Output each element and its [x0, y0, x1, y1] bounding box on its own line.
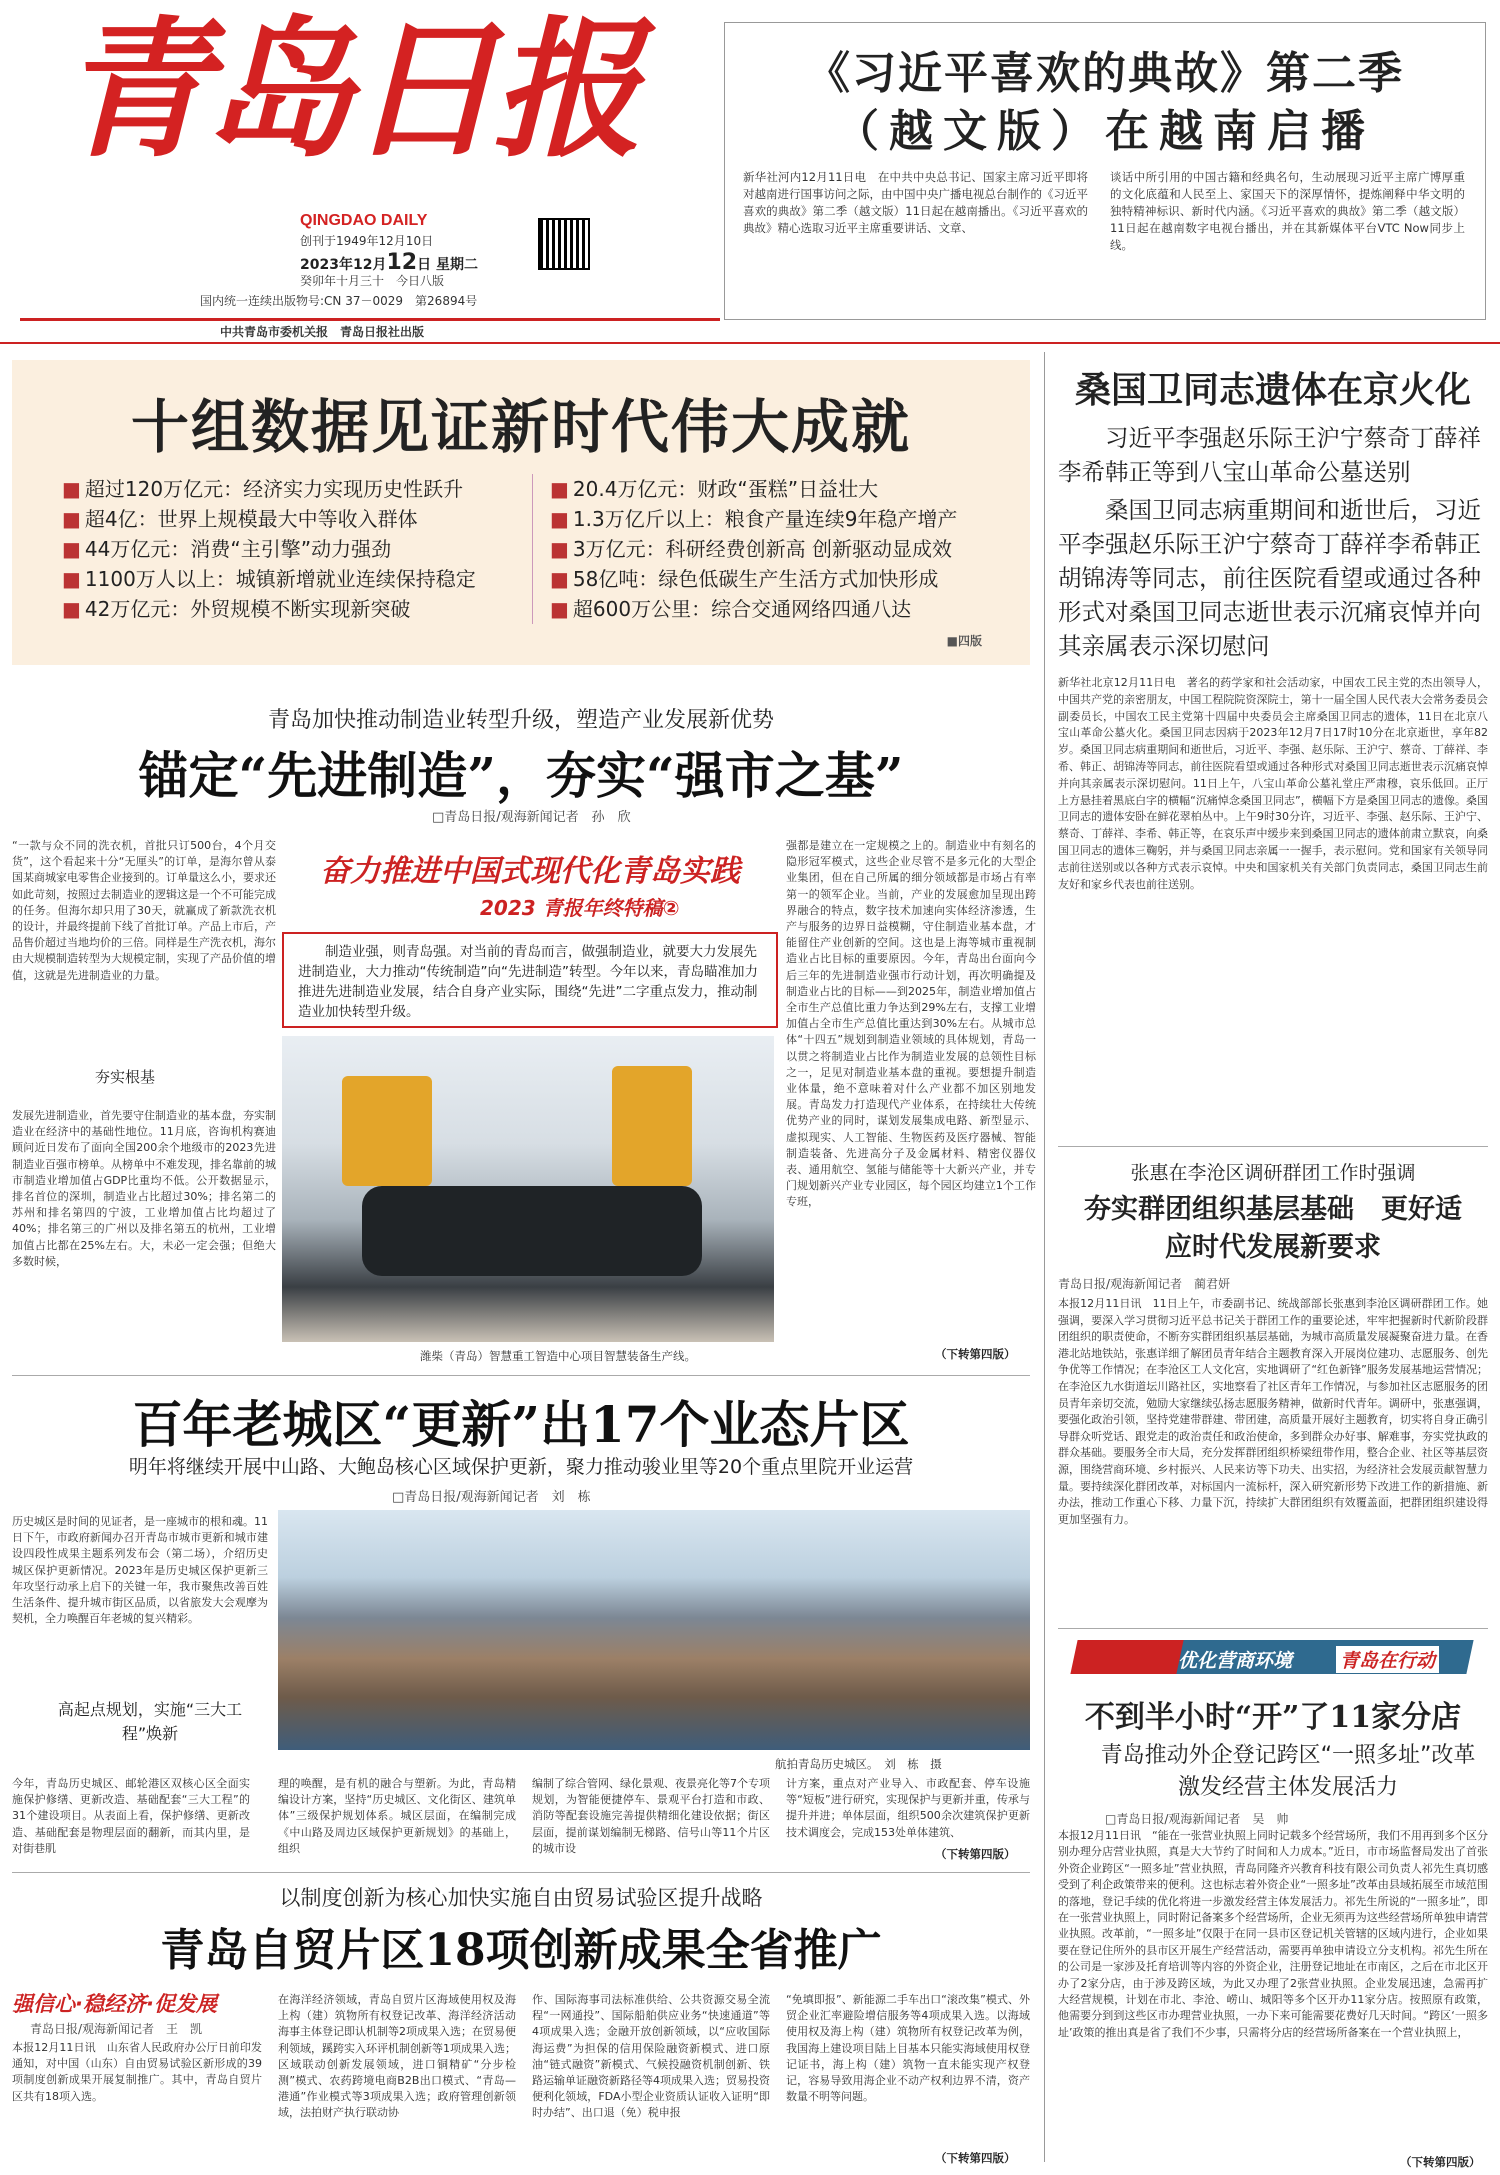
ftz-kicker: 以制度创新为核心加快实施自由贸易试验区提升战略: [279, 1886, 763, 1910]
manufacturing-col-3: 强都是建立在一定规模之上的。制造业中有刻名的隐形冠军模式，这些企业尽管不是多元化的大型企业集团，但在自己所属的细分领域都是市场占有率第一的领军企业。当前，产业的发展愈加呈现出跨界融合的特点，数字技术加速向实体经济渗透，生产与服务的边界日益模糊，守住制造业基本盘，才能留住产业创新的空间。这也是上海等城市重视制造业占比目标的重要原因。今年，青岛出台面向今后三年的先进制造业强市行动计划，再次明确提及制造业占比的目标——到2025年，制造业增加值占全市生产总值比重力争达到29%左右，支撑工业增加值占全市生产总值比重达到30%左右。从城市总体“十四五”规划到制造业领域的具体规划，青岛一以贯之将制造业占比作为制造业发展的总领性目标之一，足见对制造业基本盘的重视。要想提升制造业体量，绝不意味着对什么产业都不加区别地发展。青岛发力打造现代产业体系，在持续壮大传统优势产业的同时，谋划发展集成电路、新型显示、虚拟现实、人工智能、生物医药及医疗器械、智能制造装备、先进高分子及金属材料、精密仪器仪表、通用航空、氢能与储能等十大新兴产业，并专门规划新兴产业专业园区，每个园区均建立1个工作专班，: [786, 839, 1036, 1209]
feature-bullet: ■ 44万亿元：消费“主引擎”动力强劲: [62, 534, 476, 564]
section-rule: [1058, 1146, 1488, 1147]
tuanjian-body: 本报12月11日讯 11日上午，市委副书记、统战部部长张惠到李沧区调研群团工作。她强调，要深入学习贯彻习近平总书记关于群团工作的重要论述，牢牢把握新时代新阶段群团组织的职责使命，不断夯实群团组织基层基础，为城市高质量发展凝聚奋进力量。在香港北站地铁站，张惠详细了解团员青年结合主题教育深入开展岗位建功、志愿服务、创先争优等工作情况；在李沧区工人文化宫，实地调研了“红色新锋”服务发展基地运营情况；在李沧区九水街道坛川路社区，实地察看了社区青年工作情况，与参加社区志愿服务的团员青年亲切交流，勉励大家继续弘扬志愿服务精神，做新时代青年。调研中，张惠强调，要强化政治引领，坚持党建带群建、带团建，高质量开展好主题教育，切实将自身正确引导群众听党话、跟党走的政治责任和政治使命，多到群众办好事、解难事，夯实党执政的群众基础。要服务全市大局，充分发挥群团组织桥梁纽带作用，整合企业、社区等基层资源，围绕营商环境、乡村振兴、人民来访等下功夫、出实招，为经济社会发展贡献智慧力量。要持续深化群团改革，对标国内一流标杆，深入研究新形势下改进工作的新措施、新办法，推动工作重心下移、力量下沉，持续扩大群团组织有效覆盖面，把群团组织建设得更加坚强有力。: [1058, 1297, 1488, 1526]
section-rule: [12, 1872, 1030, 1873]
feature-bullet: ■ 超600万公里：综合交通网络四通八达: [550, 594, 957, 624]
oldtown-photo-caption: 航拍青岛历史城区。 刘 栋 摄: [775, 1757, 942, 1771]
business-byline: □青岛日报/观海新闻记者 吴 帅: [1105, 1812, 1289, 1826]
sang-headline: 桑国卫同志遗体在京火化: [1074, 369, 1471, 411]
manufacturing-kicker: 青岛加快推动制造业转型升级，塑造产业发展新优势: [267, 708, 774, 733]
lunar-date: 癸卯年十月三十 今日八版: [300, 274, 445, 288]
manufacturing-col-1b: 发展先进制造业，首先要守住制造业的基本盘，夯实制造业在经济中的基础性地位。11月底，咨询机构赛迪顾问近日发布了面向全国200余个地级市的2023先进制造业百强市榜单。从榜单中不难发现，排名靠前的城市制造业增加值占GDP比重均不低。公开数据显示，排名首位的深圳，制造业占比超过30%；排名第二的苏州和排名第四的宁波，工业增加值占比均超过了40%；排名第三的广州以及排名第五的杭州，工业增加值占比都在25%左右。大，未必一定会强；但绝大多数时候，: [12, 1109, 276, 1268]
column-divider: [1044, 352, 1045, 2162]
masthead-title: 青岛日报: [60, 2, 637, 178]
sang-subhead: 习近平李强赵乐际王沪宁蔡奇丁薛祥李希韩正等到八宝山革命公墓送别: [1058, 424, 1481, 486]
manufacturing-col-1: “一款与众不同的洗衣机，首批只订500台，4个月交货”，这个看起来十分“无厘头”的订单，是海尔曾从泰国某商城家电零售企业接到的。订单量这么小，要求还如此苛刻，按照过去制造业的逻辑这是一个不可能完成的任务。但海尔却只用了30天，就赢成了新款洗衣机的设计，并最终提前下线了首批订单。产品上市后，产品售价超过当地均价的三倍。同样是生产洗衣机，海尔由大规模制造转型为大规模定制，实现了产品价值的增值，这就是先进制造业的力量。: [12, 839, 276, 982]
qr-code-icon[interactable]: [538, 218, 590, 270]
feature-divider: [532, 474, 533, 624]
business-continued: （下转第四版）: [1400, 2155, 1481, 2169]
top-story-col-2: 谈话中所引用的中国古籍和经典名句，生动展现习近平主席广博厚重的文化底蕴和人民至上、家国天下的深厚情怀，提炼阐释中华文明的独特精神标识、新时代内涵。《习近平喜欢的典故》第二季（越文版）11日起在越南数字电视台播出，并在其新媒体平台VTC Now同步上线。: [1110, 170, 1465, 252]
oldtown-bottom-4: 计方案，重点对产业导入、市政配套、停车设施等“短板”进行研究，实现保护与更新并重，传承与提升并进；单体层面，组织500余次建筑保护更新技术调度会，完成153处单体建筑、: [786, 1777, 1030, 1839]
business-headline: 不到半小时“开”了11家分店: [1084, 1700, 1462, 1735]
feature-page-ref: ■四版: [946, 634, 982, 648]
tuanjian-kicker: 张惠在李沧区调研群团工作时强调: [1130, 1162, 1416, 1184]
tuanjian-byline: 青岛日报/观海新闻记者 蔺君妍: [1058, 1277, 1231, 1291]
manufacturing-byline: □青岛日报/观海新闻记者 孙 欣: [432, 810, 631, 825]
date-day: 12: [386, 250, 418, 275]
top-story-headline-1: 《习近平喜欢的典故》第二季: [806, 48, 1404, 99]
oldtown-continued: （下转第四版）: [935, 1847, 1016, 1861]
manufacturing-intro: 制造业强，则青岛强。对当前的青岛而言，做强制造业，就要大力发展先进制造业，大力推动“传统制造”向“先进制造”转型。今年以来，青岛瞄准加力推进先进制造业发展，结合自身产业实际，围绕“先进”二字重点发力，推动制造业加快转型升级。: [298, 944, 758, 1020]
ftz-continued: （下转第四版）: [935, 2151, 1016, 2165]
manufacturing-banner: 奋力推进中国式现代化青岛实践: [320, 854, 740, 889]
oldtown-bottom-1: 今年，青岛历史城区、邮轮港区双核心区全面实施保护修缮、更新改造、基础配套“三大工程”的31个建设项目。从表面上看，保护修缮、更新改造、基础配套是物理层面的翻新，而其内里，是对街巷肌: [12, 1777, 250, 1855]
date-month: 2023年12月: [300, 257, 387, 273]
top-story-box: [724, 22, 1486, 320]
ftz-col-1: 本报12月11日讯 山东省人民政府办公厅日前印发通知，对中国（山东）自由贸易试验区新形成的39项制度创新成果开展复制推广。其中，青岛自贸片区共有18项入选。: [12, 2041, 262, 2103]
oldtown-col-1: 历史城区是时间的见证者，是一座城市的根和魂。11日下午，市政府新闻办召开青岛市城市更新和城市建设四段性成果主题系列发布会（第二场），介绍历史城区保护更新情况。2023年是历史城区保护更新三年攻坚行动承上启下的关键一年，我市聚焦改善百姓生活条件、提升城市街区品质，以省旅发大会观摩为契机，全力唤醒百年老城的复兴精彩。: [12, 1515, 268, 1626]
oldtown-subhead: 明年将继续开展中山路、大鲍岛核心区域保护更新，聚力推动骏业里等20个重点里院开业运营: [128, 1456, 914, 1478]
masthead-rule: [20, 318, 720, 321]
feature-bullet: ■ 1.3万亿斤以上：粮食产量连续9年稳产增产: [550, 504, 957, 534]
ftz-tag: 强信心·稳经济·促发展: [12, 1992, 217, 2016]
oldtown-aerial-photo: [278, 1510, 1030, 1750]
section-rule: [0, 342, 1500, 344]
manufacturing-continued: （下转第四版）: [935, 1347, 1016, 1361]
business-tag-2: 青岛在行动: [1336, 1646, 1439, 1673]
manufacturing-banner-sub: 2023 青报年终特稿②: [480, 896, 680, 920]
feature-box: [12, 360, 1030, 665]
founded-date: 创刊于1949年12月10日: [300, 234, 434, 248]
sang-subhead-2: 桑国卫同志病重期间和逝世后，习近平李强赵乐际王沪宁蔡奇丁薛祥李希韩正胡锦涛等同志，前往医院看望或通过各种形式对桑国卫同志逝世表示沉痛哀悼并向其亲属表示深切慰问: [1058, 496, 1481, 660]
feature-bullet: ■ 超过120万亿元：经济实力实现历史性跃升: [62, 474, 476, 504]
machine-shape: [362, 1186, 702, 1276]
masthead-english: QINGDAO DAILY: [300, 212, 428, 229]
oldtown-byline: □青岛日报/观海新闻记者 刘 栋: [392, 1490, 591, 1505]
tag-background: [1070, 1640, 1185, 1674]
factory-photo-caption: 潍柴（青岛）智慧重工智造中心项目智慧装备生产线。: [420, 1349, 696, 1363]
feature-bullet: ■ 超4亿：世界上规模最大中等收入群体: [62, 504, 476, 534]
feature-bullet: ■ 42万亿元：外贸规模不断实现新突破: [62, 594, 476, 624]
oldtown-subhead-2: 高起点规划，实施“三大工程”焕新: [57, 1700, 243, 1743]
ftz-col-3: 作、国际海事司法标准供给、公共资源交易全流程“一网通投”、国际船舶供应业务“快速通道”等4项成果入选；金融开放创新领域，以“应收国际海运费”为担保的信用保险融资新模式、进口原油“链式融资”新模式、气候投融资机制创新、铁路运输单证融资新路径等4项成果入选；贸易投资便利化领域，FDA小型企业资质认证收入证明“即时办结”、出口退（免）税申报: [532, 1993, 770, 2120]
business-tag: 优化营商环境: [1178, 1650, 1293, 1672]
ftz-byline: 青岛日报/观海新闻记者 王 凯: [30, 2022, 203, 2036]
ftz-col-2: 在海洋经济领域，青岛自贸片区海域使用权及海上构（建）筑物所有权登记改革、海洋经济活动海事主体登记即认机制等2项成果入选；在贸易便利领域，蹊跨实入环评机制创新等1项成果入选；区域联动创新发展领域，进口铜精矿“分步检测”模式、农药跨境电商B2B出口模式、“青岛—港通”作业模式等3项成果入选；政府管理创新领域，法拍财产执行联动协: [278, 1993, 516, 2120]
top-story-headline-2: （越文版）在越南启播: [835, 106, 1375, 157]
serial-number: 国内统一连续出版物号:CN 37－0029 第26894号: [200, 294, 478, 308]
date-weekday: 日 星期二: [417, 257, 478, 273]
top-story-col-1: 新华社河内12月11日电 在中共中央总书记、国家主席习近平即将对越南进行国事访问之际，由中国中央广播电视总台制作的《习近平喜欢的典故》第二季（越文版）11日起在越南播出。《习近平喜欢的典故》精心选取习近平主席重要讲话、文章、: [743, 170, 1088, 235]
robot-arm-shape: [342, 1076, 432, 1186]
feature-bullet: ■ 3万亿元：科研经费创新高 创新驱动显成效: [550, 534, 957, 564]
section-rule: [12, 1375, 1030, 1376]
section-rule: [1058, 1628, 1488, 1629]
oldtown-bottom-2: 理的唤醒，是有机的融合与塑新。为此，青岛精编设计方案，坚持“历史城区、文化街区、建筑单体”三级保护规划体系。城区层面，在编制完成《中山路及周边区域保护更新规划》的基础上，组织: [278, 1777, 516, 1855]
business-body: 本报12月11日讯 “能在一张营业执照上同时记载多个经营场所，我们不用再到多个区分别办理分店营业执照，真是大大节约了时间和人力成本。”近日，市市场监督局发出了首张外资企业跨区“一照多址”营业执照，青岛同隆齐兴教育科技有限公司负责人祁先生真切感受到了利企政策带来的便利。这也标志着外资企业“一照多址”改革由县域拓展至市域范围的落地，登记手续的优化将进一步激发经营主体发展活力。祁先生所说的“一照多址”，即在一张营业执照上，同时附记备案多个经营场所，企业无须再为这些经营场所单独申请营业执照。改革前，“一照多址”仅限于在同一县市区登记机关管辖的区域内进行，企业如果要在登记住所外的县市区开展生产经营活动，需要再单独申请设立分支机构。祁先生所在的公司是一家涉及托育培训等内容的外资企业，注册登记地址在市南区，之后在市北区开办了2家分店，由于涉及跨区域，为此又办理了2张营业执照。企业发展迅速，急需再扩大经营规模，计划在市北、李沧、崂山、城阳等多个区开办11家分店。按照原有政策，他需要分到到这些区市办理营业执照，一办下来可能需要花费好几天时间。“跨区‘一照多址’政策的推出真是省了我们不少事，只需将分店的经营场所备案在一个营业执照上，: [1058, 1829, 1488, 2039]
feature-headline: 十组数据见证新时代伟大成就: [130, 393, 911, 461]
ftz-headline: 青岛自贸片区18项创新成果全省推广: [160, 1925, 882, 1976]
manufacturing-headline: 锚定“先进制造”，夯实“强市之基”: [138, 746, 904, 805]
feature-bullet: ■ 58亿吨：绿色低碳生产生活方式加快形成: [550, 564, 957, 594]
tuanjian-headline: 夯实群团组织基层基础 更好适应时代发展新要求: [1084, 1194, 1462, 1263]
manufacturing-subhead: 夯实根基: [95, 1068, 156, 1086]
robot-arm-shape: [612, 1066, 692, 1186]
business-subhead: 青岛推动外企登记跨区“一照多址”改革激发经营主体发展活力: [1100, 1743, 1476, 1800]
factory-photo: [282, 1036, 774, 1342]
oldtown-bottom-3: 编制了综合管网、绿化景观、夜景亮化等7个专项规划，为智能便捷停车、景观平台打造和市政、消防等配套设施完善提供精细化建设依据；街区层面，提前谋划编制无梯路、信号山等11个片区的城市设: [532, 1777, 770, 1855]
oldtown-headline: 百年老城区“更新”出17个业态片区: [132, 1395, 910, 1454]
manufacturing-intro-box: [282, 932, 778, 1028]
sang-body: 新华社北京12月11日电 著名的药学家和社会活动家，中国农工民主党的杰出领导人，中国共产党的亲密朋友，中国工程院院资深院士，第十一届全国人民代表大会常务委员会副委员长，中国农工民主党第十四届中央委员会主席桑国卫同志的遗体，11日在北京八宝山革命公墓火化。桑国卫同志因病于2023年12月7日17时10分在北京逝世，享年82岁。桑国卫同志病重期间和逝世后，习近平、李强、赵乐际、王沪宁、蔡奇、丁薛祥、李希、韩正、胡锦涛等同志，前往医院看望或通过各种形式对桑国卫同志逝世表示沉痛哀悼并向其亲属表示深切慰问。11日上午，八宝山革命公墓礼堂庄严肃穆，哀乐低回。正厅上方悬挂着黑底白字的横幅“沉痛悼念桑国卫同志”，横幅下方是桑国卫同志的遗像。桑国卫同志的遗体安卧在鲜花翠柏丛中。上午9时30分许，习近平、李强、赵乐际、王沪宁、蔡奇、丁薛祥、李希、韩正等，在哀乐声中缓步来到桑国卫同志的遗体前肃立默哀，向桑国卫同志的遗体三鞠躬，并与桑国卫同志亲属一一握手，表示慰问。党和国家有关领导同志前往送别或以各种方式表示哀悼。中央和国家机关有关部门负责同志，桑国卫同志生前友好和家乡代表也前往送别。: [1058, 676, 1488, 891]
feature-bullet: ■ 1100万人以上：城镇新增就业连续保持稳定: [62, 564, 476, 594]
publisher-line: 中共青岛市委机关报 青岛日报社出版: [220, 325, 425, 339]
feature-bullet: ■ 20.4万亿元：财政“蛋糕”日益壮大: [550, 474, 957, 504]
ftz-col-4: “免填即报”、新能源二手车出口“滚改集”模式、外贸企业汇率避险增信服务等4项成果入选。以海域使用权及海上构（建）筑物所有权登记改革为例，我国海上建设项目陆上目基本只能实海域使用权登记证书，海上构（建）筑物一直未能实现产权登记，容易导致用海企业不动产权利边界不清，资产数量不明等问题。: [786, 1993, 1030, 2104]
